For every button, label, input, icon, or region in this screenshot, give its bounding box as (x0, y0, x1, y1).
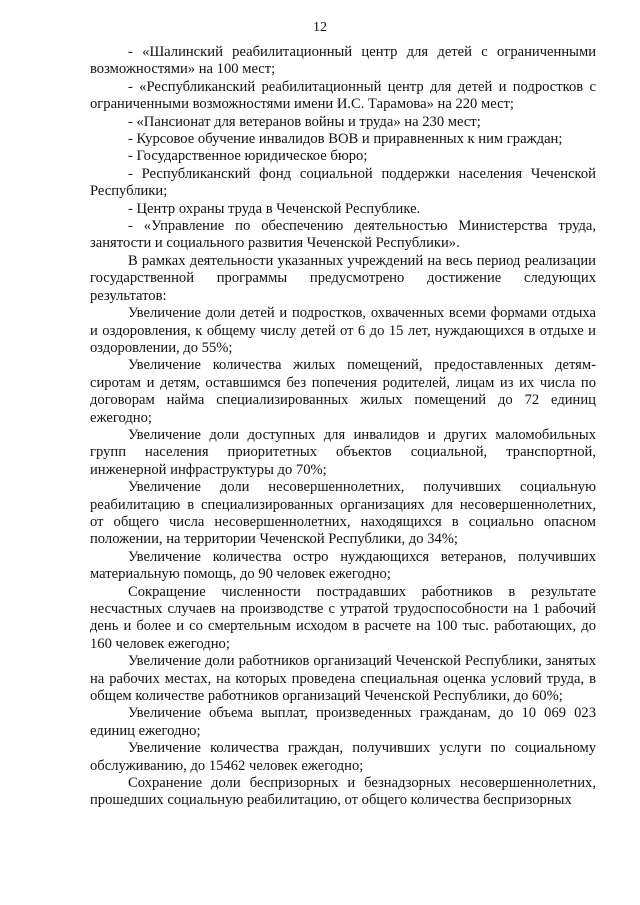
paragraph: Увеличение доли работников организаций Чеченской Республики, занятых на рабочих местах, на которых проведена специальная оценка условий труда, в общем количестве работников организаций Чеченской Республики, до 60%; (90, 653, 596, 705)
paragraph: Увеличение количества граждан, получивших услуги по социальному обслуживанию, до 15462 человек ежегодно; (90, 740, 596, 774)
paragraph: Увеличение доли несовершеннолетних, получивших социальную реабилитацию в специализированных организациях для несовершеннолетних, от общего числа несовершеннолетних, находящихся в социально опасном положении, на территории Чеченской Республики, до 34%; (90, 479, 596, 548)
paragraph: Сокращение численности пострадавших работников в результате несчастных случаев на производстве с утратой трудоспособности на 1 рабочий день и более и со смертельным исходом в расчете на 100 тыс. работающих, до 160 человек ежегодно; (90, 583, 596, 652)
paragraph: Увеличение доли доступных для инвалидов и других маломобильных групп населения приоритетных объектов социальной, транспортной, инженерной инфраструктуры до 70%; (90, 426, 596, 478)
paragraph: - «Управление по обеспечению деятельностью Министерства труда, занятости и социального развития Чеченской Республики». (90, 218, 596, 252)
paragraph: - «Шалинский реабилитационный центр для детей с ограниченными возможностями» на 100 мест; (90, 44, 596, 78)
paragraph: - «Республиканский реабилитационный центр для детей и подростков с ограниченными возможностями имени И.С. Тарамова» на 220 мест; (90, 78, 596, 113)
paragraph: Увеличение количества жилых помещений, предоставленных детям-сиротам и детям, оставшимся без попечения родителей, лицам из их числа по договорам найма специализированных жилых помещений до 72 единиц ежегодно; (90, 357, 596, 426)
paragraph: - Республиканский фонд социальной поддержки населения Чеченской Республики; (90, 165, 596, 200)
paragraph: - Государственное юридическое бюро; (128, 148, 368, 165)
document-body (90, 44, 596, 810)
paragraph: - Курсовое обучение инвалидов ВОВ и приравненных к ним граждан; (128, 131, 563, 148)
paragraph: В рамках деятельности указанных учреждений на весь период реализации государственной программы предусмотрено достижение следующих результатов: (90, 252, 596, 304)
page-number: 12 (313, 20, 327, 35)
paragraph: Сохранение доли беспризорных и безнадзорных несовершеннолетних, прошедших социальную реабилитацию, от общего количества беспризорных (90, 775, 596, 809)
paragraph: - «Пансионат для ветеранов войны и труда» на 230 мест; (128, 113, 481, 130)
paragraph: Увеличение объема выплат, произведенных гражданам, до 10 069 023 единиц ежегодно; (90, 705, 596, 739)
paragraph: Увеличение количества остро нуждающихся ветеранов, получивших материальную помощь, до 90 человек ежегодно; (90, 548, 596, 583)
paragraph: Увеличение доли детей и подростков, охваченных всеми формами отдыха и оздоровления, к общему числу детей от 6 до 15 лет, нуждающихся в отдыхе и оздоровлении, до 55%; (90, 305, 596, 356)
paragraph: - Центр охраны труда в Чеченской Республике. (128, 200, 421, 217)
